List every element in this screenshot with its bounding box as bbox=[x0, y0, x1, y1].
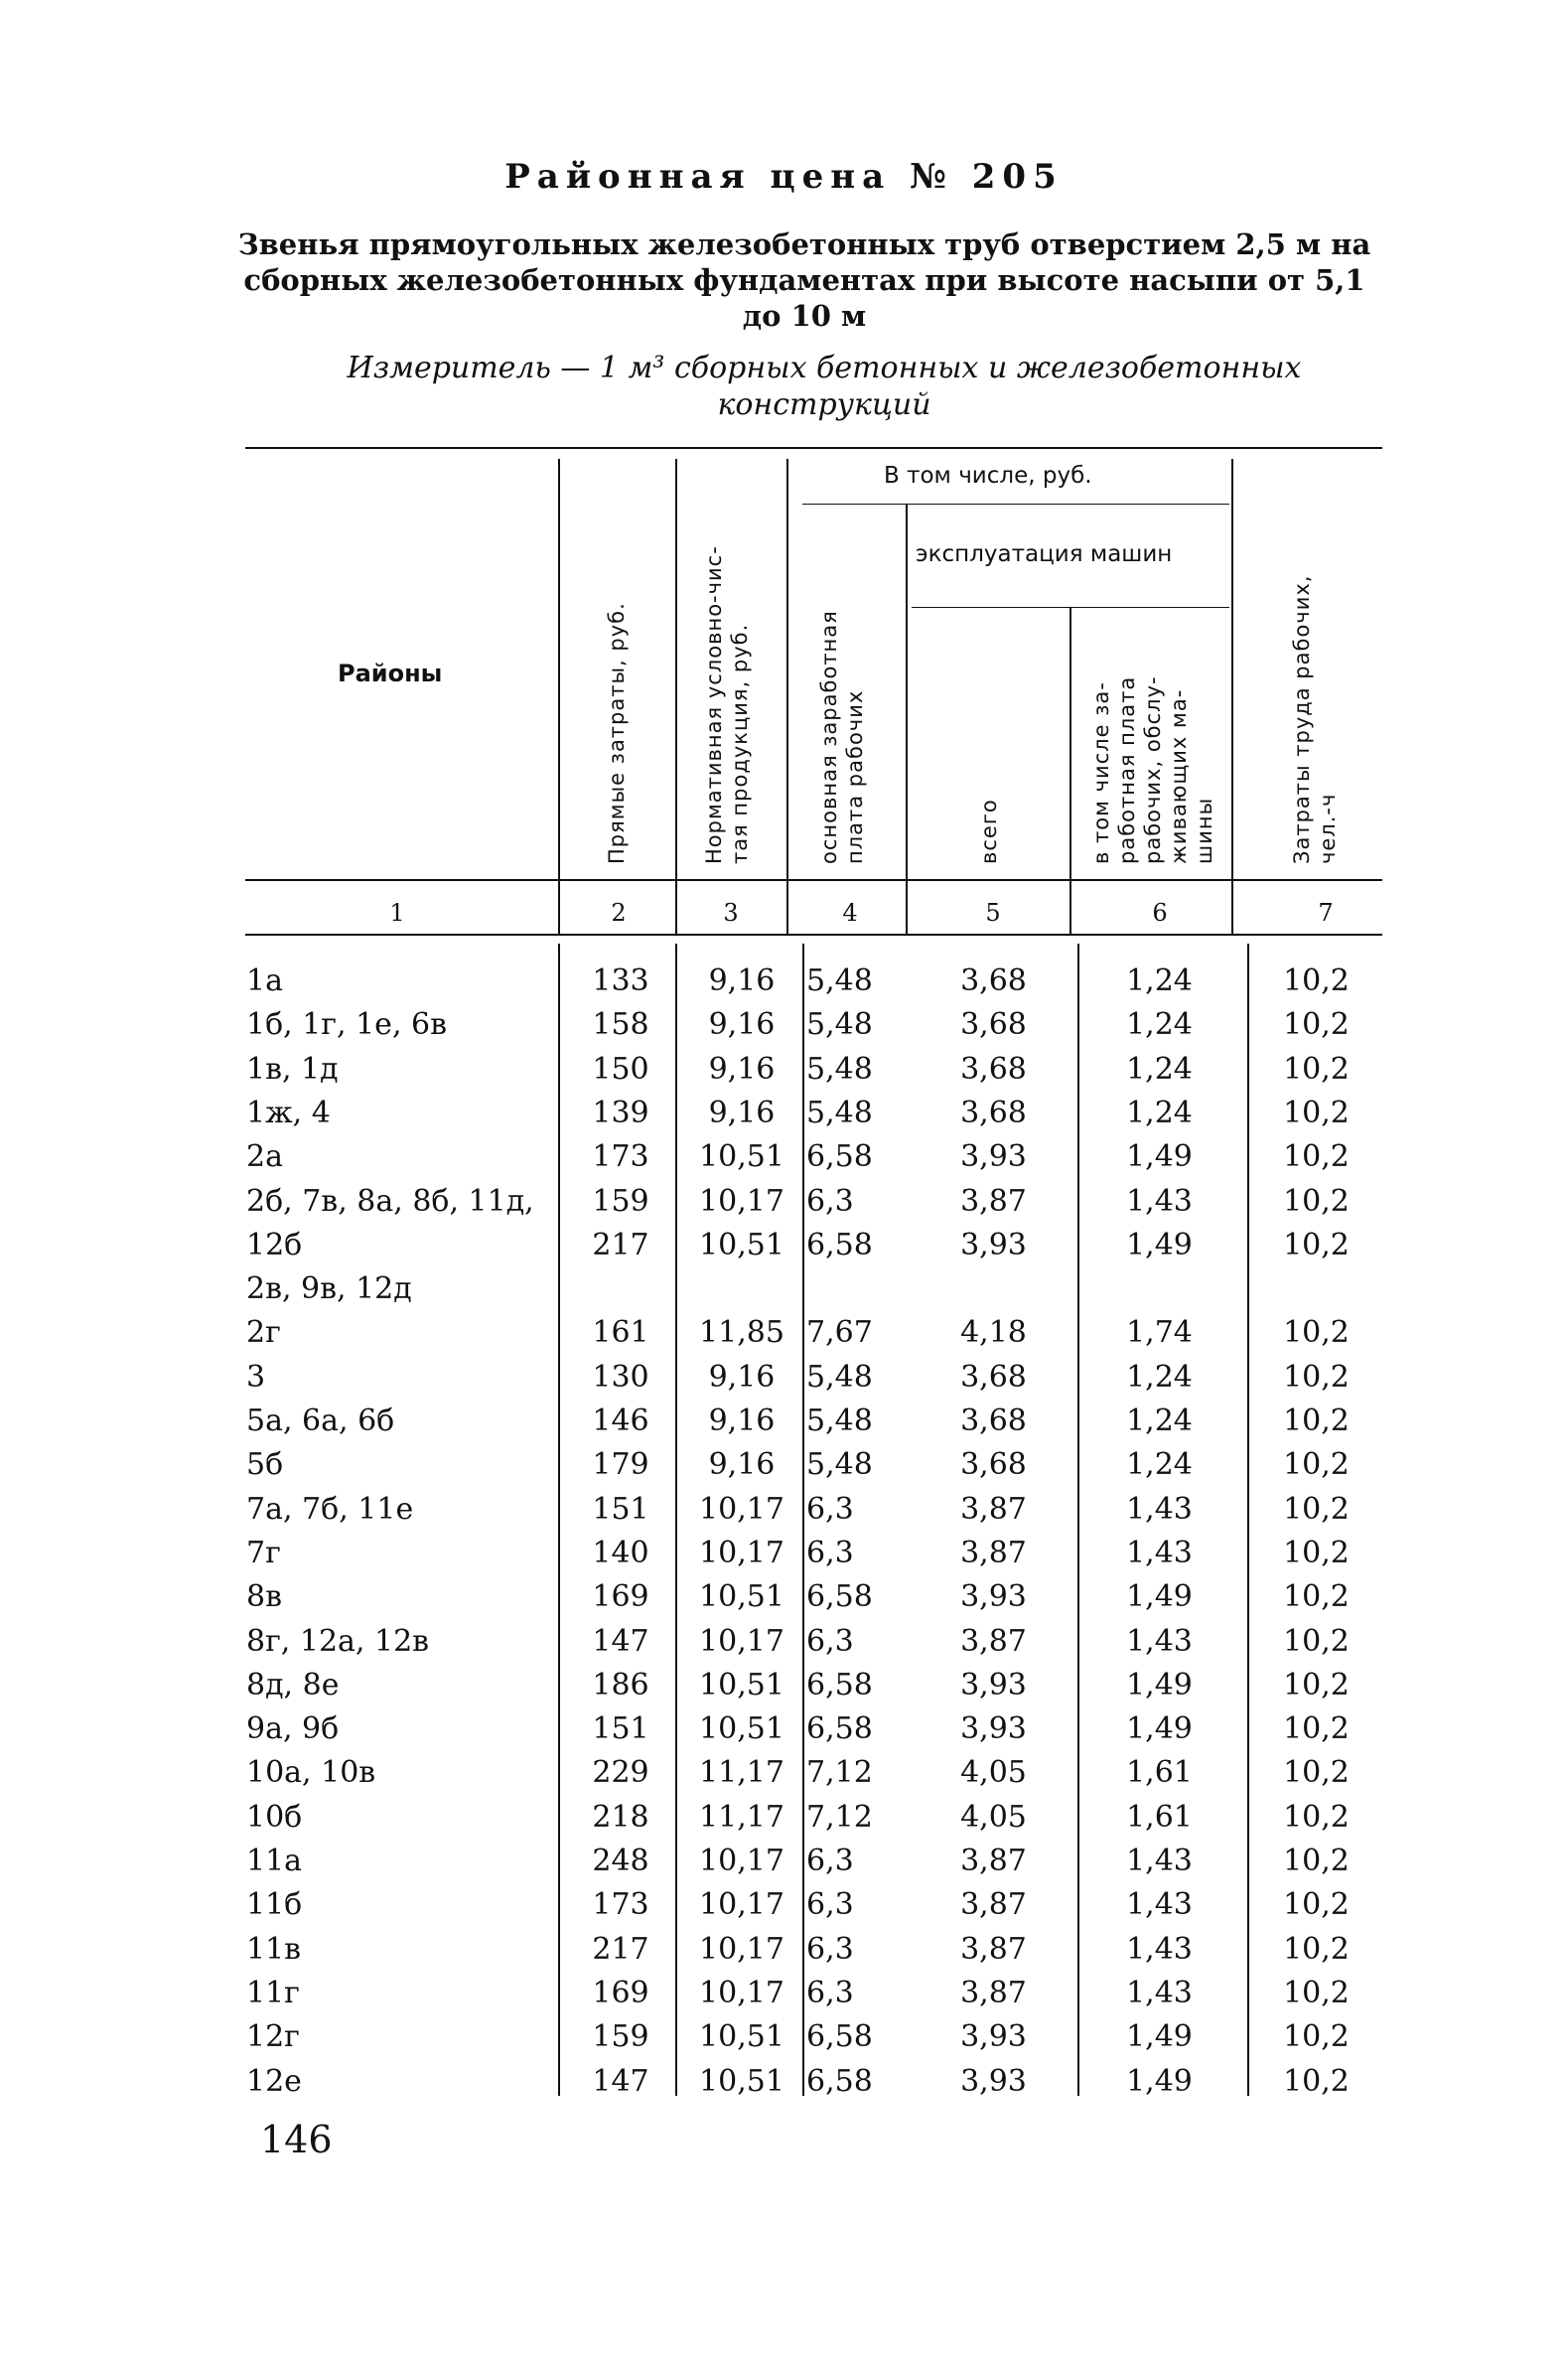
value-cell-c7: 10,2 bbox=[1283, 2063, 1350, 2099]
district-cell: 9а, 9б bbox=[246, 1711, 340, 1747]
value-cell-c5: 3,68 bbox=[960, 1007, 1027, 1043]
header-machine-wages: в том числе за- работная плата рабочих, обслу- живающих ма- шины bbox=[1089, 675, 1216, 864]
value-cell-c6: 1,49 bbox=[1126, 2063, 1193, 2099]
value-cell-c6: 1,43 bbox=[1126, 1887, 1193, 1923]
value-cell-c4: 5,48 bbox=[806, 1095, 873, 1130]
value-cell-c6: 1,43 bbox=[1126, 1183, 1193, 1219]
value-cell-c3: 10,51 bbox=[699, 1579, 784, 1615]
value-cell-c6: 1,49 bbox=[1126, 1711, 1193, 1747]
value-cell-c3: 10,17 bbox=[699, 1975, 784, 2010]
value-cell-c5: 3,68 bbox=[960, 1095, 1027, 1130]
value-cell-c3: 10,51 bbox=[699, 2019, 784, 2055]
value-cell-c3: 10,17 bbox=[699, 1887, 784, 1923]
district-cell: 3 bbox=[246, 1359, 266, 1395]
value-cell-c7: 10,2 bbox=[1283, 1491, 1350, 1527]
unit-of-measure: Измеритель — 1 м³ сборных бетонных и железобетонных конструкций bbox=[347, 351, 1302, 422]
header-normative-output: Нормативная условно-чис- тая продукция, руб. bbox=[702, 545, 752, 864]
value-cell-c4: 5,48 bbox=[806, 1447, 873, 1483]
value-cell-c4: 6,58 bbox=[806, 1667, 873, 1702]
value-cell-c3: 9,16 bbox=[708, 1359, 776, 1395]
value-cell-c4: 6,58 bbox=[806, 2019, 873, 2055]
value-cell-c3: 10,51 bbox=[699, 1711, 784, 1747]
value-cell-c6: 1,74 bbox=[1126, 1315, 1193, 1351]
value-cell-c5: 3,68 bbox=[960, 963, 1027, 998]
value-cell-c4: 5,48 bbox=[806, 963, 873, 998]
value-cell-c7: 10,2 bbox=[1283, 1359, 1350, 1395]
value-cell-c3: 11,85 bbox=[699, 1315, 784, 1351]
value-cell-c4: 5,48 bbox=[806, 1359, 873, 1395]
value-cell-c3: 10,17 bbox=[699, 1491, 784, 1527]
value-cell-c3: 9,16 bbox=[708, 963, 776, 998]
value-cell-c6: 1,49 bbox=[1126, 2019, 1193, 2055]
value-cell-c7: 10,2 bbox=[1283, 1315, 1350, 1351]
value-cell-c3: 10,17 bbox=[699, 1844, 784, 1878]
value-cell-c3: 9,16 bbox=[708, 1051, 776, 1087]
header-direct-costs: Прямые затраты, руб. bbox=[605, 602, 629, 864]
district-cell: 7а, 7б, 11е bbox=[246, 1491, 414, 1527]
value-cell-c5: 4,18 bbox=[960, 1315, 1027, 1351]
district-cell: 8в bbox=[246, 1579, 282, 1615]
value-cell-c5: 3,68 bbox=[960, 1447, 1027, 1483]
value-cell-c7: 10,2 bbox=[1283, 1711, 1350, 1747]
value-cell-c2: 217 bbox=[592, 1227, 649, 1262]
value-cell-c5: 3,93 bbox=[960, 1711, 1027, 1747]
value-cell-c5: 3,68 bbox=[960, 1051, 1027, 1087]
value-cell-c6: 1,43 bbox=[1126, 1844, 1193, 1878]
value-cell-c2: 147 bbox=[592, 1623, 649, 1659]
district-cell: 10а, 10в bbox=[246, 1755, 376, 1791]
value-cell-c5: 3,87 bbox=[960, 1183, 1027, 1219]
value-cell-c7: 10,2 bbox=[1283, 1227, 1350, 1262]
header-base-wages: основная заработная плата рабочих bbox=[817, 610, 867, 864]
value-cell-c4: 7,12 bbox=[806, 1799, 873, 1835]
value-cell-c2: 173 bbox=[592, 1139, 649, 1175]
district-cell: 10б bbox=[246, 1799, 303, 1835]
district-cell: 1ж, 4 bbox=[246, 1095, 331, 1130]
value-cell-c7: 10,2 bbox=[1283, 1667, 1350, 1702]
header-including: В том числе, руб. bbox=[884, 463, 1092, 489]
value-cell-c4: 6,3 bbox=[806, 1535, 854, 1570]
header-machine-operation: эксплуатация машин bbox=[916, 541, 1173, 567]
value-cell-c4: 6,3 bbox=[806, 1844, 854, 1878]
header-districts: Районы bbox=[338, 660, 443, 687]
value-cell-c7: 10,2 bbox=[1283, 1183, 1350, 1219]
district-cell: 1б, 1г, 1е, 6в bbox=[246, 1007, 447, 1043]
value-cell-c7: 10,2 bbox=[1283, 1404, 1350, 1438]
value-cell-c7: 10,2 bbox=[1283, 963, 1350, 998]
value-cell-c5: 3,87 bbox=[960, 1535, 1027, 1570]
value-cell-c5: 3,93 bbox=[960, 2063, 1027, 2099]
value-cell-c2: 151 bbox=[592, 1711, 649, 1747]
column-number: 2 bbox=[611, 899, 627, 927]
value-cell-c7: 10,2 bbox=[1283, 2019, 1350, 2055]
page-number: 146 bbox=[260, 2118, 333, 2161]
value-cell-c6: 1,24 bbox=[1126, 1359, 1193, 1395]
column-number: 6 bbox=[1152, 899, 1168, 927]
page-title: Районная цена № 205 bbox=[504, 157, 1064, 197]
district-cell: 8д, 8е bbox=[246, 1667, 340, 1702]
column-number: 3 bbox=[723, 899, 739, 927]
value-cell-c2: 218 bbox=[592, 1799, 649, 1835]
value-cell-c6: 1,24 bbox=[1126, 1007, 1193, 1043]
value-cell-c3: 10,51 bbox=[699, 2063, 784, 2099]
column-number: 7 bbox=[1318, 899, 1334, 927]
value-cell-c2: 159 bbox=[592, 2019, 649, 2055]
value-cell-c5: 4,05 bbox=[960, 1755, 1027, 1791]
value-cell-c2: 169 bbox=[592, 1579, 649, 1615]
value-cell-c4: 6,3 bbox=[806, 1623, 854, 1659]
value-cell-c6: 1,43 bbox=[1126, 1535, 1193, 1570]
value-cell-c3: 9,16 bbox=[708, 1447, 776, 1483]
column-number: 5 bbox=[985, 899, 1001, 927]
district-cell: 12б bbox=[246, 1227, 303, 1262]
value-cell-c6: 1,61 bbox=[1126, 1755, 1193, 1791]
district-cell: 12г bbox=[246, 2019, 300, 2055]
value-cell-c6: 1,43 bbox=[1126, 1975, 1193, 2010]
value-cell-c6: 1,49 bbox=[1126, 1579, 1193, 1615]
value-cell-c2: 147 bbox=[592, 2063, 649, 2099]
value-cell-c3: 10,17 bbox=[699, 1183, 784, 1219]
value-cell-c7: 10,2 bbox=[1283, 1139, 1350, 1175]
value-cell-c7: 10,2 bbox=[1283, 1755, 1350, 1791]
value-cell-c6: 1,24 bbox=[1126, 1447, 1193, 1483]
value-cell-c7: 10,2 bbox=[1283, 1535, 1350, 1570]
value-cell-c3: 10,51 bbox=[699, 1139, 784, 1175]
value-cell-c7: 10,2 bbox=[1283, 1931, 1350, 1967]
value-cell-c4: 6,3 bbox=[806, 1887, 854, 1923]
value-cell-c2: 217 bbox=[592, 1931, 649, 1967]
value-cell-c4: 6,58 bbox=[806, 1227, 873, 1262]
value-cell-c4: 7,67 bbox=[806, 1315, 873, 1351]
value-cell-c6: 1,24 bbox=[1126, 1051, 1193, 1087]
value-cell-c7: 10,2 bbox=[1283, 1579, 1350, 1615]
value-cell-c7: 10,2 bbox=[1283, 1623, 1350, 1659]
body-divider bbox=[1077, 944, 1079, 2096]
subheader-rule bbox=[802, 504, 1229, 505]
value-cell-c6: 1,24 bbox=[1126, 963, 1193, 998]
district-cell: 1а bbox=[246, 963, 283, 998]
value-cell-c6: 1,24 bbox=[1126, 1095, 1193, 1130]
header-labor-costs: Затраты труда рабочих, чел.-ч bbox=[1290, 574, 1340, 864]
header-bottom-rule bbox=[245, 879, 1382, 881]
value-cell-c5: 3,87 bbox=[960, 1491, 1027, 1527]
value-cell-c2: 151 bbox=[592, 1491, 649, 1527]
value-cell-c7: 10,2 bbox=[1283, 1844, 1350, 1878]
value-cell-c4: 5,48 bbox=[806, 1007, 873, 1043]
value-cell-c6: 1,49 bbox=[1126, 1227, 1193, 1262]
value-cell-c7: 10,2 bbox=[1283, 1447, 1350, 1483]
value-cell-c2: 146 bbox=[592, 1404, 649, 1438]
value-cell-c3: 9,16 bbox=[708, 1095, 776, 1130]
value-cell-c3: 10,17 bbox=[699, 1535, 784, 1570]
value-cell-c3: 10,51 bbox=[699, 1667, 784, 1702]
header-divider bbox=[906, 504, 908, 934]
district-cell: 11а bbox=[246, 1844, 303, 1878]
district-cell: 2б, 7в, 8а, 8б, 11д, bbox=[246, 1183, 534, 1219]
header-total: всего bbox=[977, 799, 1001, 864]
value-cell-c2: 173 bbox=[592, 1887, 649, 1923]
value-cell-c5: 3,93 bbox=[960, 1579, 1027, 1615]
value-cell-c4: 5,48 bbox=[806, 1404, 873, 1438]
district-cell: 5а, 6а, 6б bbox=[246, 1404, 395, 1438]
value-cell-c7: 10,2 bbox=[1283, 1051, 1350, 1087]
district-cell: 1в, 1д bbox=[246, 1051, 339, 1087]
value-cell-c2: 159 bbox=[592, 1183, 649, 1219]
header-divider bbox=[675, 459, 677, 934]
subtitle: Звенья прямоугольных железобетонных труб отверстием 2,5 м на сборных железобетонных фундаментах при высоте насыпи от 5,1 до 10 м bbox=[237, 227, 1371, 333]
value-cell-c2: 133 bbox=[592, 963, 649, 998]
value-cell-c2: 229 bbox=[592, 1755, 649, 1791]
value-cell-c2: 139 bbox=[592, 1095, 649, 1130]
value-cell-c6: 1,43 bbox=[1126, 1623, 1193, 1659]
district-cell: 7г bbox=[246, 1535, 281, 1570]
value-cell-c4: 6,58 bbox=[806, 2063, 873, 2099]
value-cell-c7: 10,2 bbox=[1283, 1975, 1350, 2010]
value-cell-c5: 3,93 bbox=[960, 1667, 1027, 1702]
value-cell-c3: 9,16 bbox=[708, 1404, 776, 1438]
value-cell-c4: 6,58 bbox=[806, 1139, 873, 1175]
value-cell-c5: 3,87 bbox=[960, 1887, 1027, 1923]
value-cell-c4: 6,3 bbox=[806, 1975, 854, 2010]
value-cell-c6: 1,24 bbox=[1126, 1404, 1193, 1438]
value-cell-c3: 11,17 bbox=[699, 1755, 784, 1791]
body-divider bbox=[675, 944, 677, 2096]
value-cell-c6: 1,49 bbox=[1126, 1667, 1193, 1702]
value-cell-c5: 3,87 bbox=[960, 1975, 1027, 2010]
body-divider bbox=[802, 944, 804, 2096]
value-cell-c2: 130 bbox=[592, 1359, 649, 1395]
value-cell-c3: 10,17 bbox=[699, 1623, 784, 1659]
value-cell-c3: 10,51 bbox=[699, 1227, 784, 1262]
district-cell: 2а bbox=[246, 1139, 283, 1175]
district-cell: 2г bbox=[246, 1315, 281, 1351]
column-number: 1 bbox=[389, 899, 405, 927]
value-cell-c4: 6,3 bbox=[806, 1491, 854, 1527]
value-cell-c7: 10,2 bbox=[1283, 1887, 1350, 1923]
value-cell-c3: 9,16 bbox=[708, 1007, 776, 1043]
value-cell-c5: 3,87 bbox=[960, 1931, 1027, 1967]
value-cell-c5: 3,87 bbox=[960, 1844, 1027, 1878]
value-cell-c4: 7,12 bbox=[806, 1755, 873, 1791]
table-top-rule bbox=[245, 447, 1382, 449]
value-cell-c6: 1,43 bbox=[1126, 1491, 1193, 1527]
value-cell-c5: 3,68 bbox=[960, 1359, 1027, 1395]
value-cell-c7: 10,2 bbox=[1283, 1095, 1350, 1130]
value-cell-c2: 150 bbox=[592, 1051, 649, 1087]
district-cell: 12е bbox=[246, 2063, 302, 2099]
value-cell-c6: 1,61 bbox=[1126, 1799, 1193, 1835]
district-cell: 8г, 12а, 12в bbox=[246, 1623, 430, 1659]
header-divider bbox=[1069, 607, 1071, 934]
value-cell-c7: 10,2 bbox=[1283, 1007, 1350, 1043]
value-cell-c2: 140 bbox=[592, 1535, 649, 1570]
value-cell-c2: 186 bbox=[592, 1667, 649, 1702]
header-divider bbox=[786, 459, 788, 934]
value-cell-c5: 3,68 bbox=[960, 1404, 1027, 1438]
value-cell-c4: 5,48 bbox=[806, 1051, 873, 1087]
value-cell-c5: 4,05 bbox=[960, 1799, 1027, 1835]
value-cell-c3: 11,17 bbox=[699, 1799, 784, 1835]
value-cell-c6: 1,43 bbox=[1126, 1931, 1193, 1967]
district-cell: 11б bbox=[246, 1887, 303, 1923]
value-cell-c4: 6,3 bbox=[806, 1931, 854, 1967]
value-cell-c2: 179 bbox=[592, 1447, 649, 1483]
district-cell: 11в bbox=[246, 1931, 302, 1967]
value-cell-c2: 158 bbox=[592, 1007, 649, 1043]
value-cell-c4: 6,3 bbox=[806, 1183, 854, 1219]
value-cell-c5: 3,93 bbox=[960, 1227, 1027, 1262]
value-cell-c2: 248 bbox=[592, 1844, 649, 1878]
value-cell-c2: 161 bbox=[592, 1315, 649, 1351]
value-cell-c4: 6,58 bbox=[806, 1579, 873, 1615]
district-cell: 5б bbox=[246, 1447, 284, 1483]
value-cell-c3: 10,17 bbox=[699, 1931, 784, 1967]
value-cell-c5: 3,93 bbox=[960, 2019, 1027, 2055]
header-divider bbox=[558, 459, 560, 934]
header-divider bbox=[1231, 459, 1233, 934]
district-cell: 11г bbox=[246, 1975, 300, 2010]
value-cell-c6: 1,49 bbox=[1126, 1139, 1193, 1175]
value-cell-c2: 169 bbox=[592, 1975, 649, 2010]
district-cell: 2в, 9в, 12д bbox=[246, 1271, 412, 1307]
value-cell-c5: 3,87 bbox=[960, 1623, 1027, 1659]
value-cell-c5: 3,93 bbox=[960, 1139, 1027, 1175]
column-number: 4 bbox=[842, 899, 858, 927]
numbering-bottom-rule bbox=[245, 934, 1382, 936]
value-cell-c7: 10,2 bbox=[1283, 1799, 1350, 1835]
value-cell-c4: 6,58 bbox=[806, 1711, 873, 1747]
